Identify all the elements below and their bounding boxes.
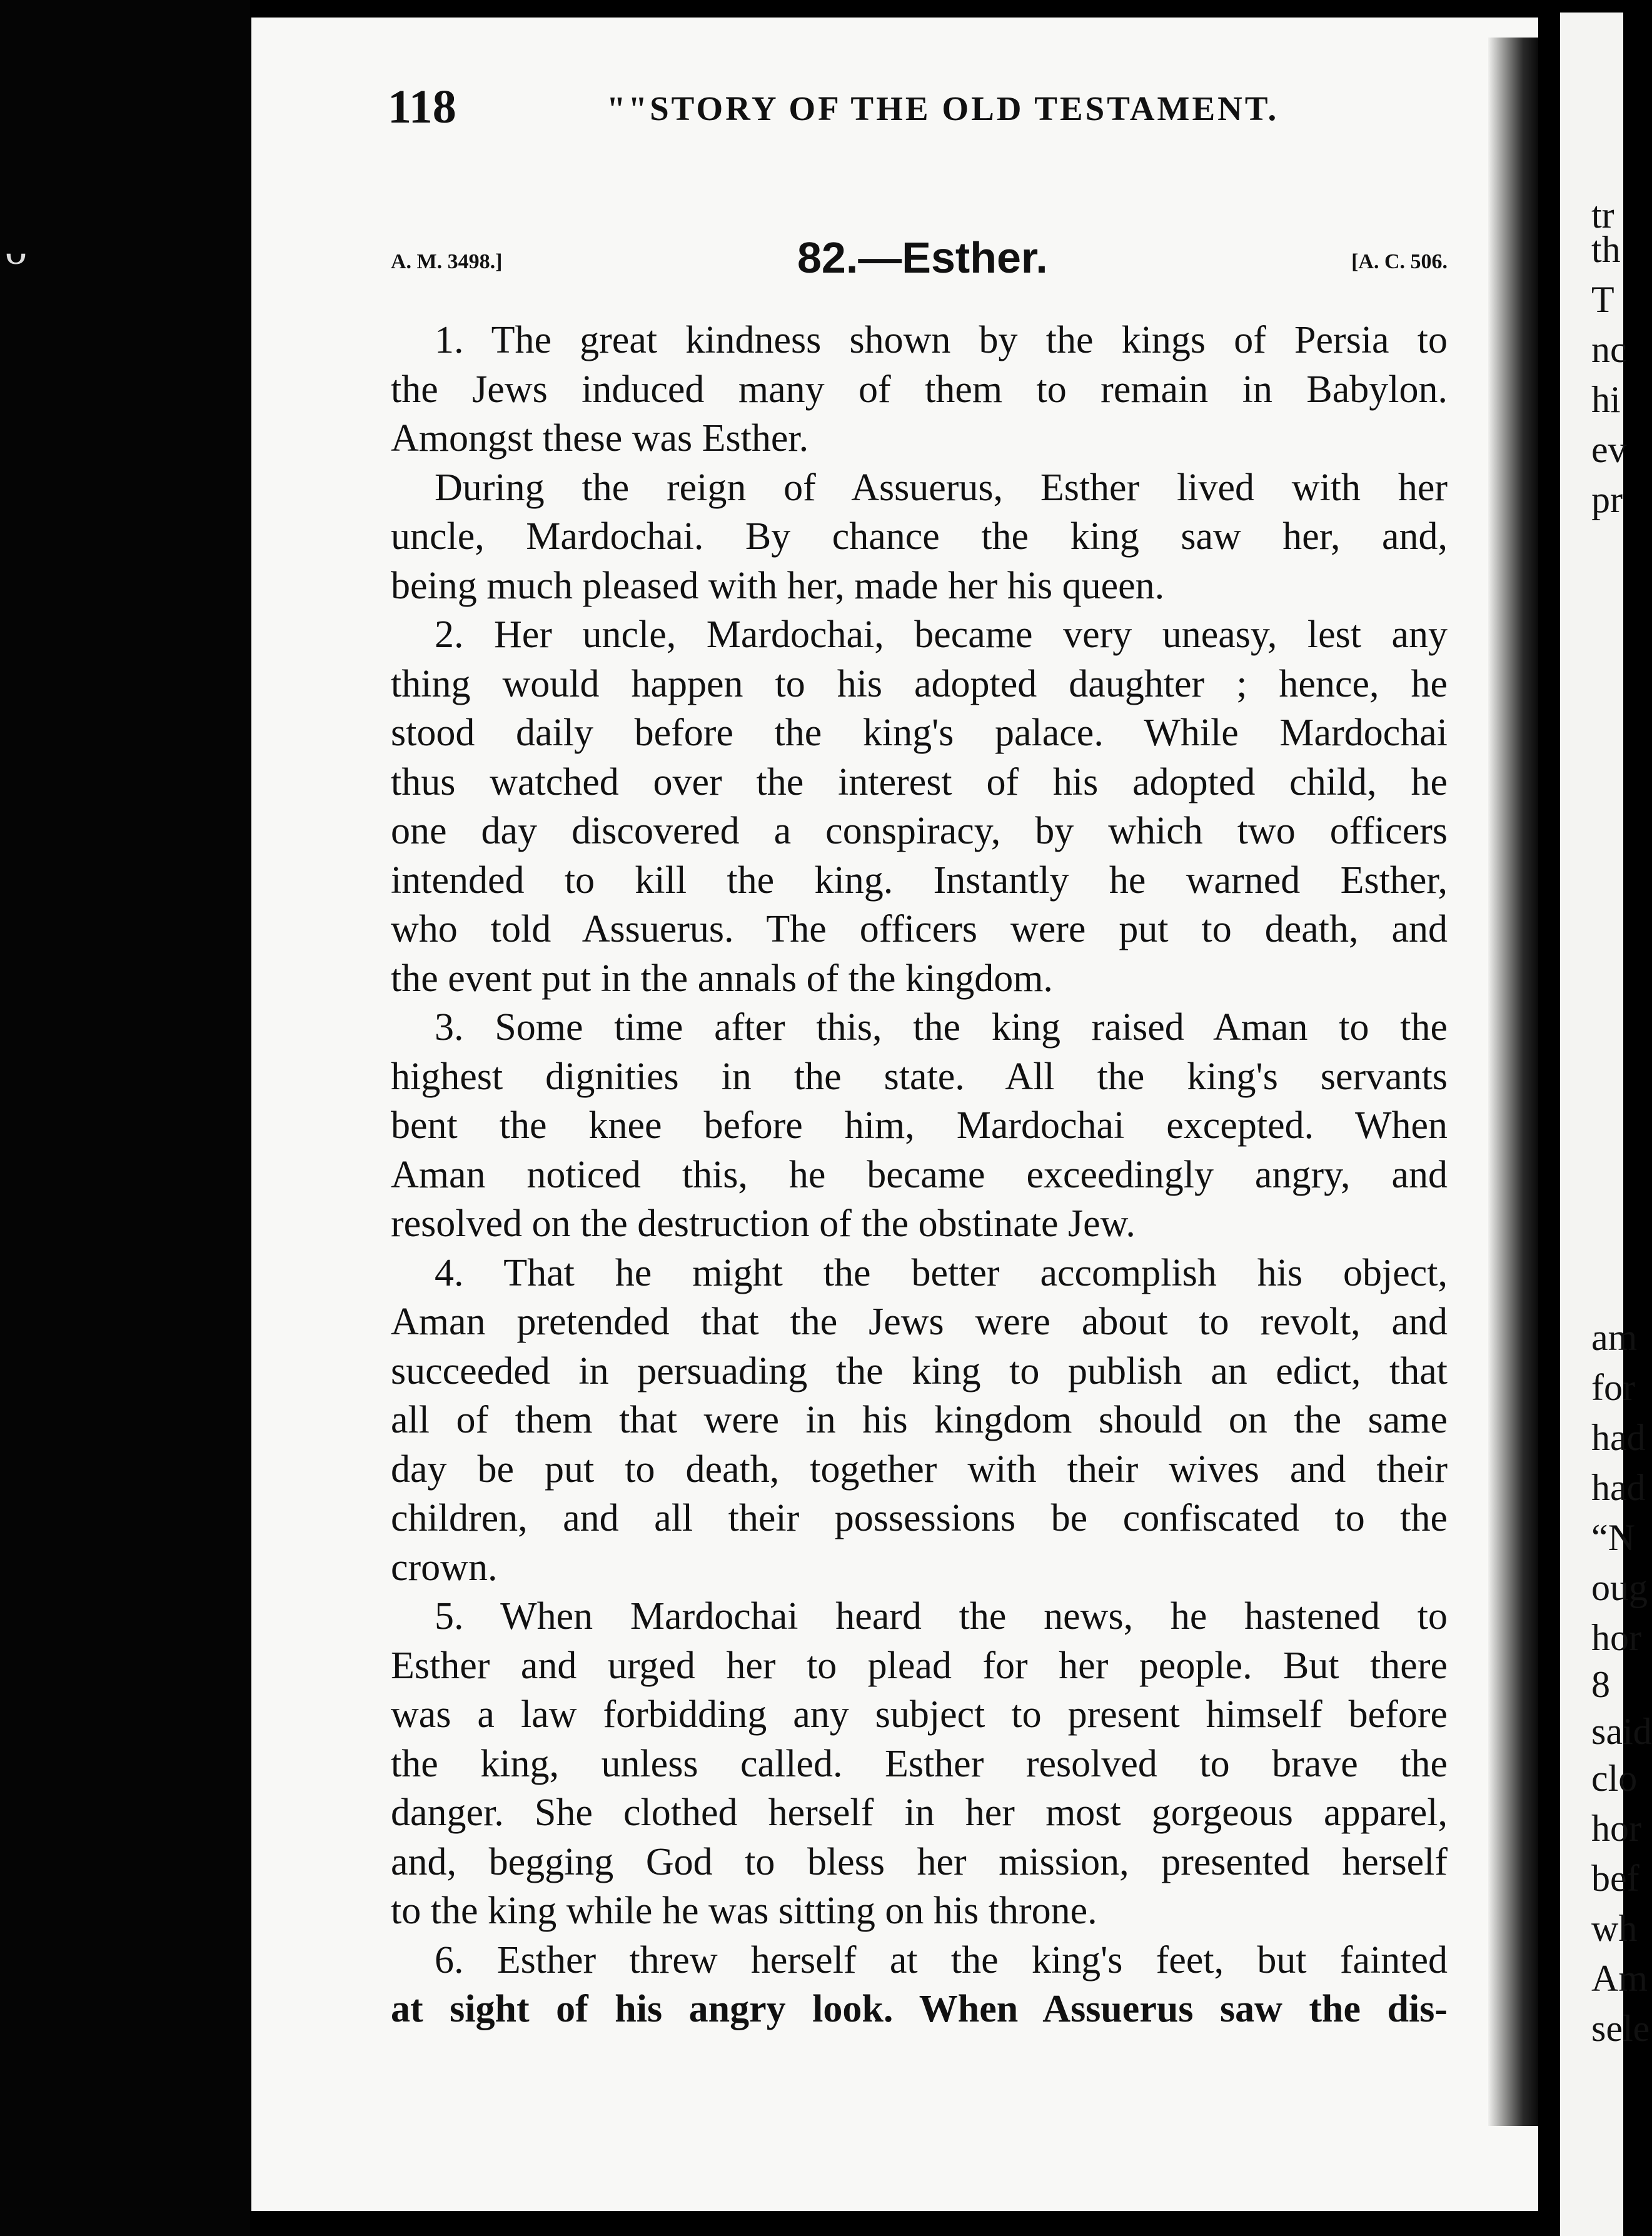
- text-line: thing would happen to his adopted daughter ; hence, he: [391, 662, 1448, 705]
- next-page-fragment: hi: [1591, 379, 1621, 420]
- next-page-fragment: bef: [1591, 1858, 1639, 1899]
- text-line: resolved on the destruction of the obstinate Jew.: [391, 1202, 1136, 1245]
- text-line: was a law forbidding any subject to present himself before: [391, 1693, 1448, 1736]
- next-page-fragment: wh: [1591, 1908, 1638, 1949]
- text-line: the event put in the annals of the kingdom.: [391, 957, 1053, 1000]
- next-page-fragment: nc: [1591, 329, 1627, 370]
- next-page-fragment: hor: [1591, 1808, 1641, 1849]
- scan-artifact-mark: ᴗ: [5, 226, 27, 274]
- text-line: crown.: [391, 1546, 498, 1589]
- text-line: Aman pretended that the Jews were about to revolt, and: [391, 1301, 1448, 1343]
- text-line: During the reign of Assuerus, Esther lived with her: [435, 466, 1448, 509]
- page-number: 118: [388, 81, 456, 133]
- text-line: day be put to death, together with their wives and their: [391, 1448, 1448, 1491]
- text-line: 2. Her uncle, Mardochai, became very uneasy, lest any: [435, 613, 1448, 656]
- next-page-fragment: Am: [1591, 1958, 1648, 1999]
- next-page-fragment: “N: [1591, 1517, 1635, 1558]
- section-title: 82.—Esther.: [797, 233, 1048, 282]
- text-line: succeeded in persuading the king to publish an edict, that: [391, 1349, 1448, 1392]
- next-page-fragment: 8: [1591, 1664, 1610, 1705]
- text-line: 6. Esther threw herself at the king's feet, but fainted: [435, 1938, 1448, 1982]
- text-line: the Jews induced many of them to remain in Babylon.: [391, 368, 1448, 411]
- text-line: to the king while he was sitting on his throne.: [391, 1890, 1097, 1932]
- text-line: and, begging God to bless her mission, presented herself: [391, 1840, 1448, 1883]
- text-line: Amongst these was Esther.: [391, 417, 809, 460]
- text-line: stood daily before the king's palace. While Mardochai: [391, 712, 1448, 754]
- text-line: all of them that were in his kingdom should on the same: [391, 1399, 1448, 1441]
- next-page-fragment: had: [1591, 1417, 1646, 1458]
- text-line: bent the knee before him, Mardochai excepted. When: [391, 1104, 1448, 1147]
- next-page-fragment: ev: [1591, 429, 1627, 470]
- next-page-fragment: tr: [1591, 194, 1614, 236]
- text-line: 5. When Mardochai heard the news, he hastened to: [435, 1595, 1448, 1638]
- text-line: highest dignities in the state. All the king's servants: [391, 1055, 1448, 1098]
- text-line: one day discovered a conspiracy, by which two officers: [391, 810, 1448, 852]
- page-gutter-shadow: [1488, 38, 1538, 2126]
- text-line: intended to kill the king. Instantly he warned Esther,: [391, 859, 1448, 902]
- next-page-fragment: am: [1591, 1317, 1638, 1358]
- next-page-fragment: said: [1591, 1711, 1652, 1752]
- text-line: Esther and urged her to plead for her people. But there: [391, 1644, 1448, 1687]
- text-line: at sight of his angry look. When Assuerus saw the dis-: [391, 1988, 1448, 2030]
- next-page-fragment: hor: [1591, 1617, 1641, 1658]
- section-left-date: A. M. 3498.]: [391, 250, 503, 273]
- next-page-fragment: oug: [1591, 1567, 1648, 1608]
- next-page-fragment: pr: [1591, 479, 1623, 520]
- text-line: danger. She clothed herself in her most gorgeous apparel,: [391, 1791, 1448, 1834]
- text-line: Aman noticed this, he became exceedingly angry, and: [391, 1153, 1448, 1196]
- section-right-date: [A. C. 506.: [1351, 250, 1448, 273]
- next-page-fragment: sele: [1591, 2008, 1650, 2049]
- running-title: ""STORY OF THE OLD TESTAMENT.: [607, 89, 1279, 128]
- next-page-fragment: clo: [1591, 1758, 1638, 1799]
- text-line: 3. Some time after this, the king raised Aman to the: [435, 1006, 1448, 1049]
- text-line: children, and all their possessions be confiscated to the: [391, 1497, 1448, 1539]
- next-page-fragment: for: [1591, 1367, 1635, 1408]
- next-page-fragment: T: [1591, 279, 1614, 320]
- text-line: the king, unless called. Esther resolved to brave the: [391, 1742, 1448, 1785]
- text-line: who told Assuerus. The officers were put to death, and: [391, 908, 1448, 950]
- scan-background-left: [0, 0, 250, 2236]
- text-line: 1. The great kindness shown by the kings of Persia to: [435, 319, 1448, 361]
- text-line: being much pleased with her, made her his queen.: [391, 564, 1165, 607]
- next-page-edge: [1560, 13, 1652, 2236]
- next-page-fragment: th: [1591, 229, 1621, 270]
- text-line: uncle, Mardochai. By chance the king saw her, and,: [391, 515, 1448, 558]
- text-line: 4. That he might the better accomplish his object,: [435, 1251, 1448, 1294]
- body-text: [391, 316, 1448, 2034]
- text-line: thus watched over the interest of his adopted child, he: [391, 760, 1448, 803]
- section-header: [391, 233, 1448, 295]
- next-page-fragment: had: [1591, 1467, 1646, 1508]
